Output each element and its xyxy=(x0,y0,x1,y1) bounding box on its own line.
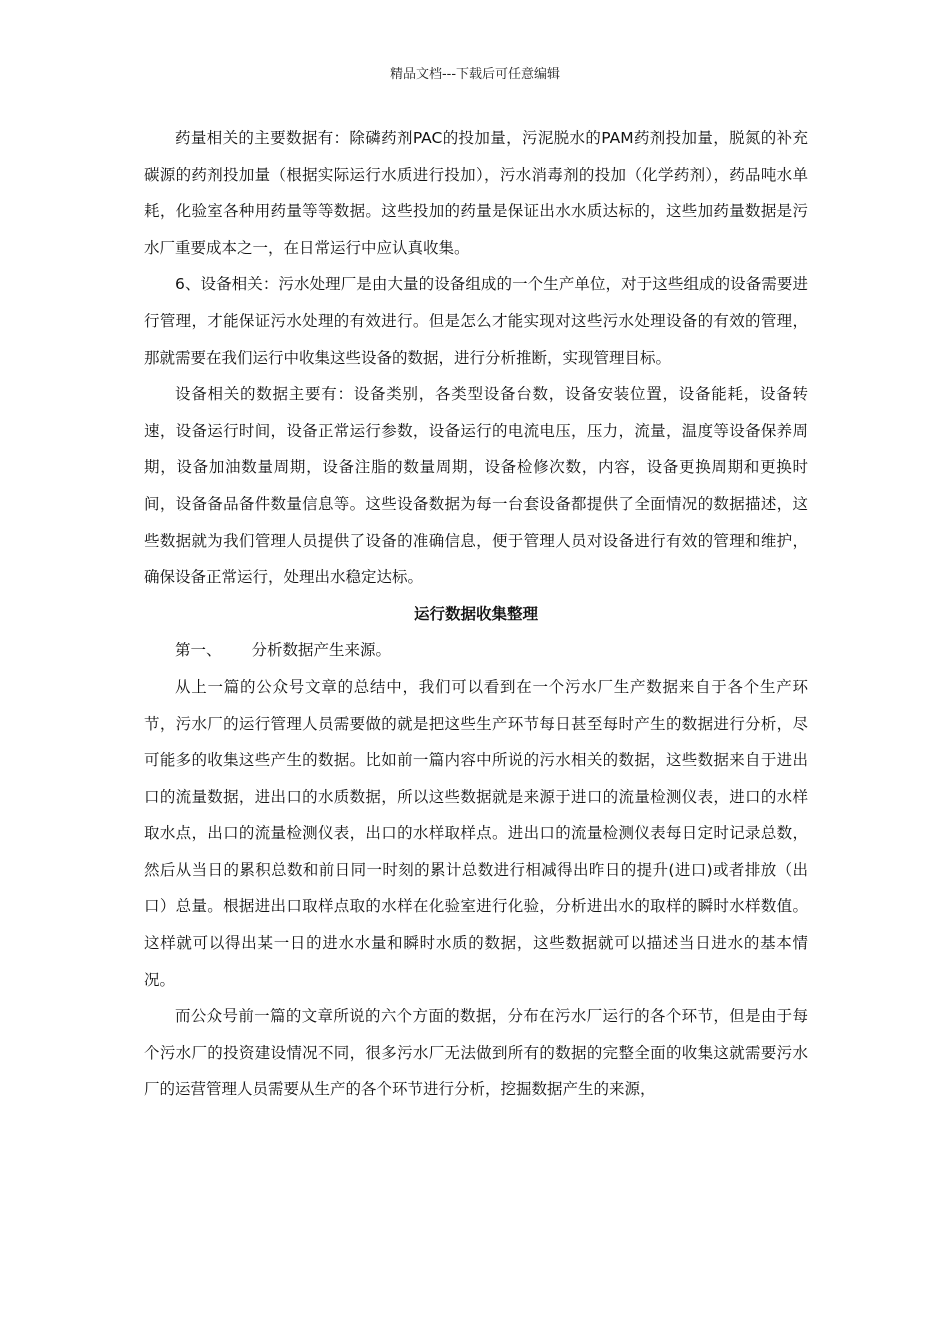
sub-heading xyxy=(144,632,808,669)
paragraph-six-aspects: 而公众号前一篇的文章所说的六个方面的数据，分布在污水厂运行的各个环节，但是由于每个污水厂的投资建设情况不同，很多污水厂无法做到所有的数据的完整全面的收集这就需要污水厂的运营管理人员需要从生产的各个环节进行分析，挖掘数据产生的来源， xyxy=(144,1007,808,1099)
sub-heading-text: 分析数据产生来源。 xyxy=(251,641,392,660)
section-title: 运行数据收集整理 xyxy=(413,604,538,623)
paragraph-dosage-data: 药量相关的主要数据有：除磷药剂PAC的投加量，污泥脱水的PAM药剂投加量，脱氮的补充碳源的药剂投加量（根据实际运行水质进行投加），污水消毒剂的投加（化学药剂），药品吨水单耗，化验室各种用药量等等数据。这些投加的药量是保证出水水质达标的，这些加药量数据是污水厂重要成本之一，在日常运行中应认真收集。 xyxy=(144,129,808,257)
paragraph-equipment-intro: 6、设备相关：污水处理厂是由大量的设备组成的一个生产单位，对于这些组成的设备需要进行管理，才能保证污水处理的有效进行。但是怎么才能实现对这些污水处理设备的有效的管理，那就需要在我们运行中收集这些设备的数据，进行分析推断，实现管理目标。 xyxy=(144,275,808,367)
page-header: 精品文档---下载后可任意编辑 xyxy=(389,67,561,82)
sub-heading-number: 第一、 xyxy=(175,641,222,660)
paragraph-equipment-data: 设备相关的数据主要有：设备类别，各类型设备台数，设备安装位置，设备能耗，设备转速，设备运行时间，设备正常运行参数，设备运行的电流电压，压力，流量，温度等设备保养周期，设备加油数量周期，设备注脂的数量周期，设备检修次数，内容，设备更换周期和更换时间，设备备品备件数量信息等。这些设备数据为每一台套设备都提供了全面情况的数据描述，这些数据就为我们管理人员提供了设备的准确信息，便于管理人员对设备进行有效的管理和维护，确保设备正常运行，处理出水稳定达标。 xyxy=(144,385,808,587)
document-body xyxy=(144,120,808,1108)
paragraph-data-sources: 从上一篇的公众号文章的总结中，我们可以看到在一个污水厂生产数据来自于各个生产环节，污水厂的运行管理人员需要做的就是把这些生产环节每日甚至每时产生的数据进行分析，尽可能多的收集这些产生的数据。比如前一篇内容中所说的污水相关的数据，这些数据来自于进出口的流量数据，进出口的水质数据，所以这些数据就是来源于进口的流量检测仪表，进口的水样取水点，出口的流量检测仪表，出口的水样取样点。进出口的流量检测仪表每日定时记录总数，然后从当日的累积总数和前日同一时刻的累计总数进行相减得出昨日的提升(进口)或者排放（出口）总量。根据进出口取样点取的水样在化验室进行化验，分析进出水的取样的瞬时水样数值。这样就可以得出某一日的进水水量和瞬时水质的数据，这些数据就可以描述当日进水的基本情况。 xyxy=(144,677,808,989)
